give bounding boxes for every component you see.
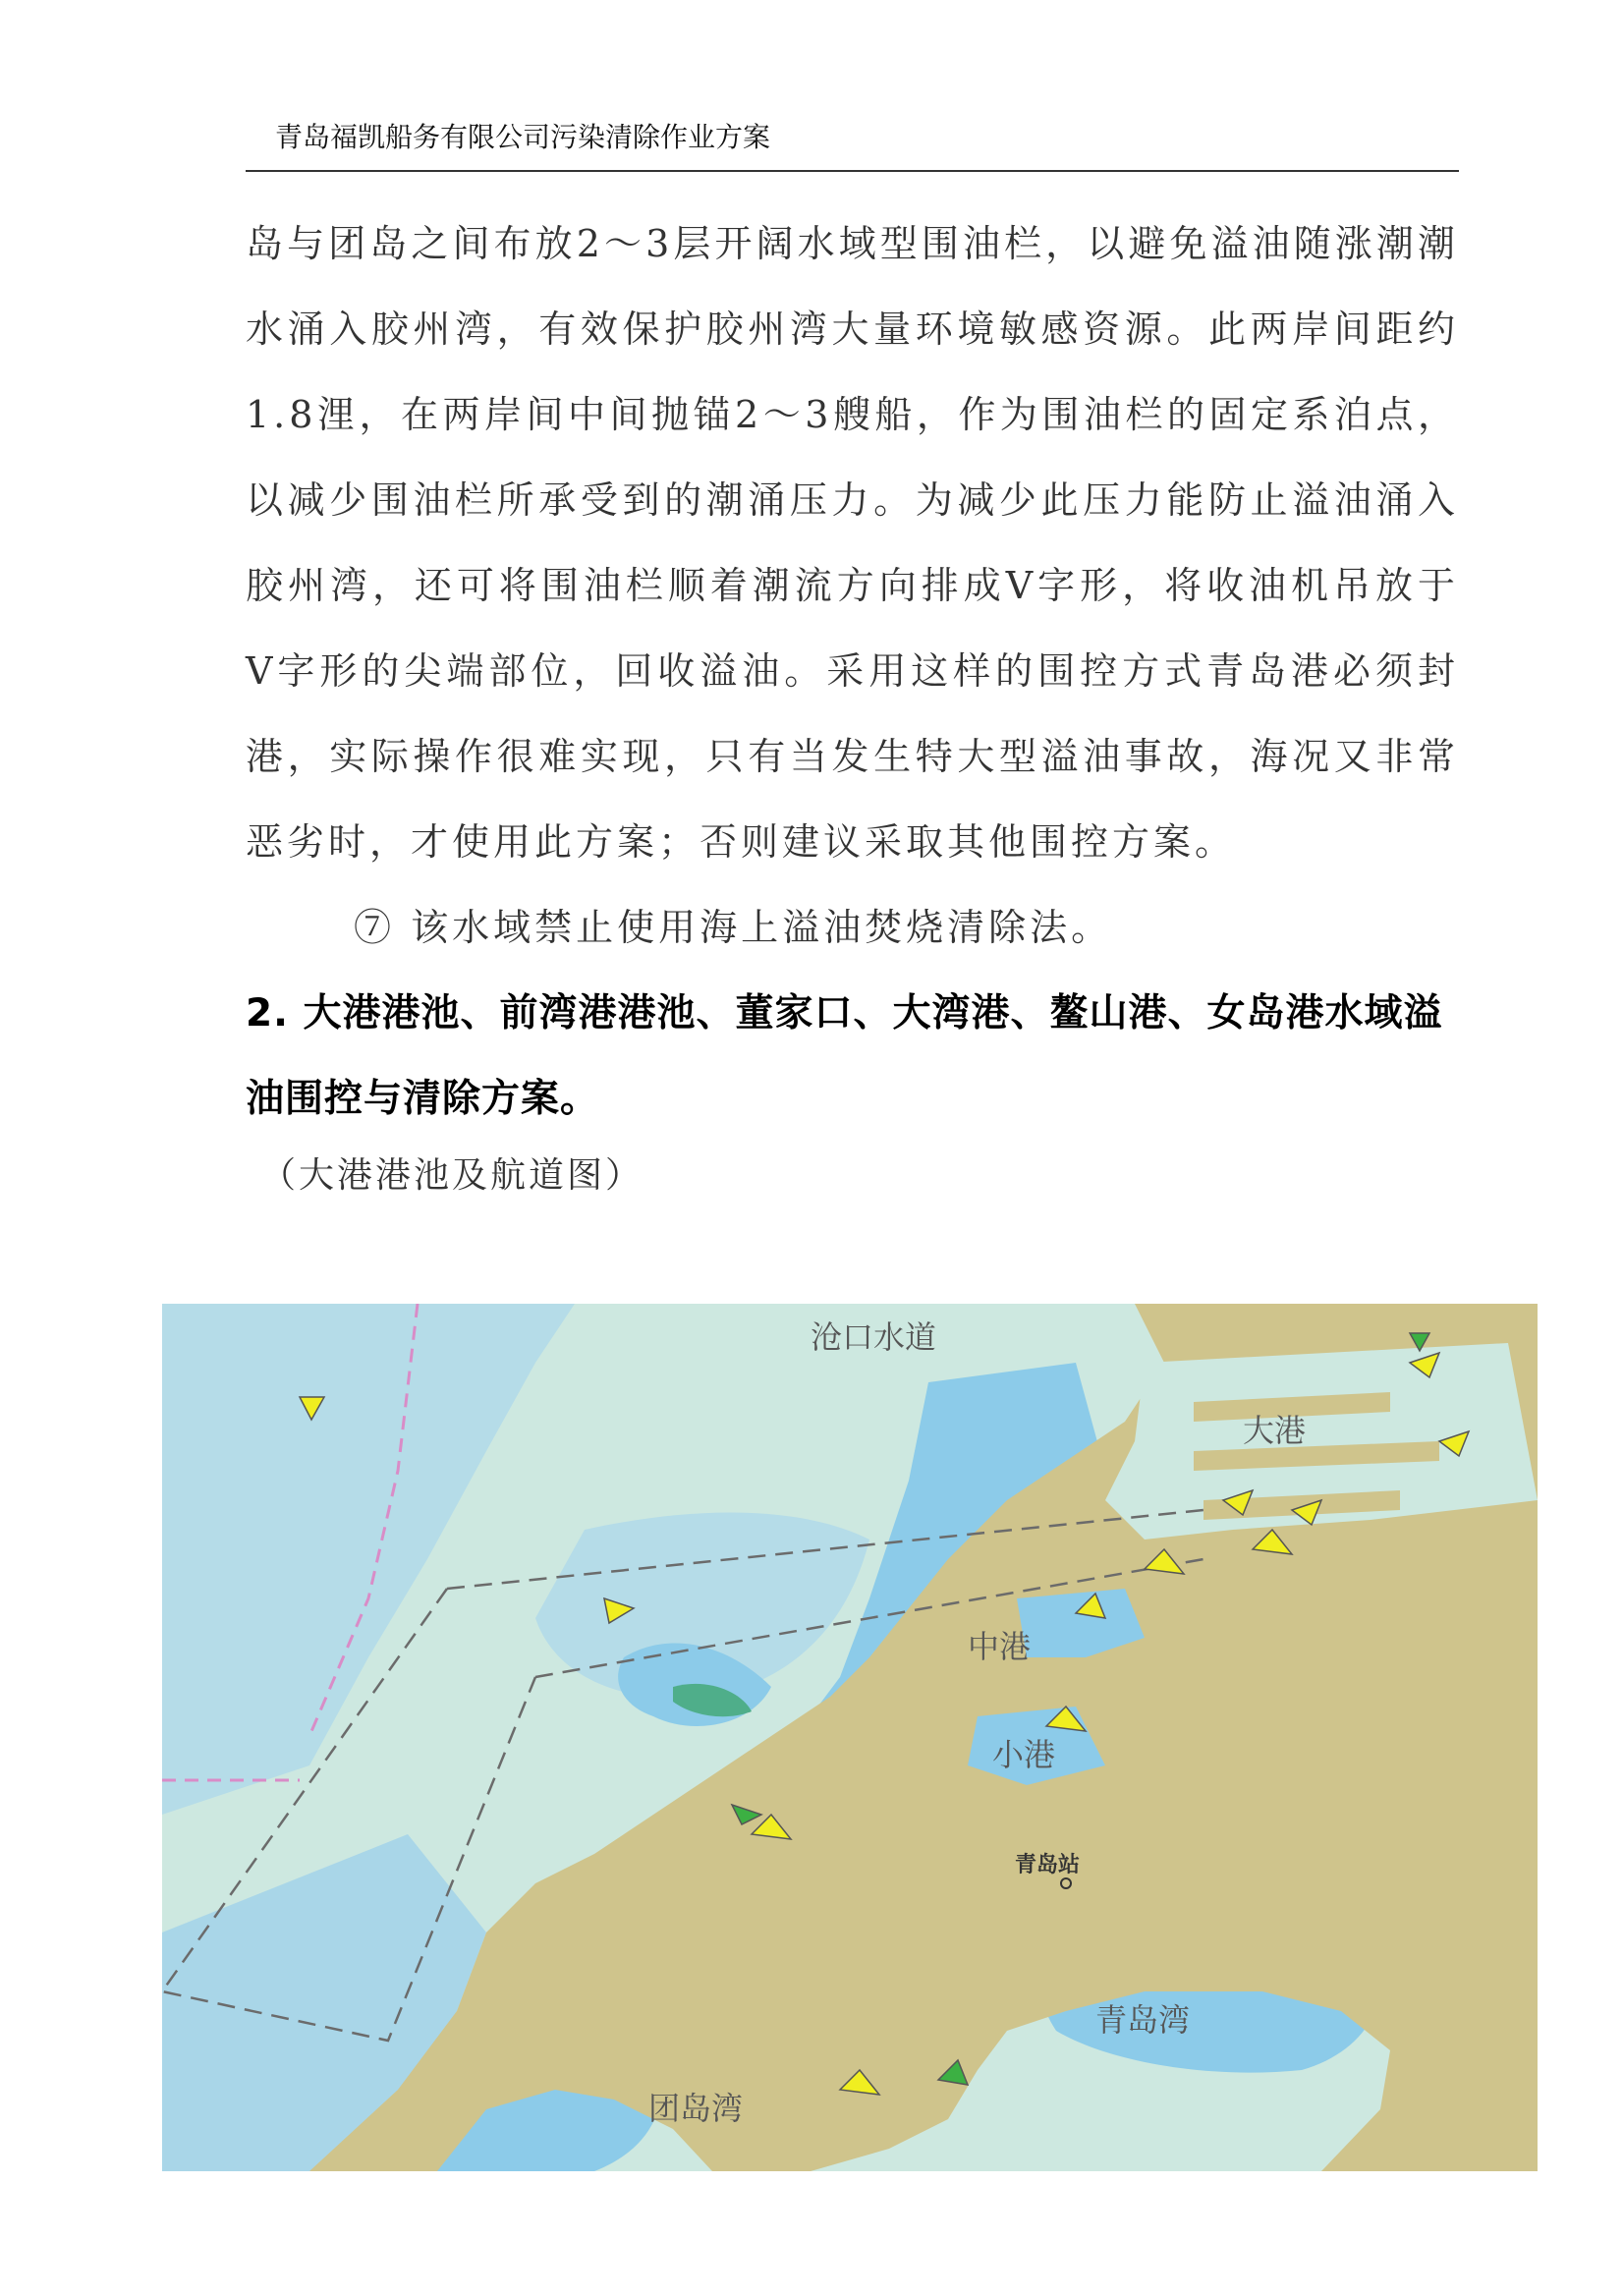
map-label-channel: 沧口水道: [811, 1318, 937, 1356]
map-label-xiao-gang: 小港: [992, 1736, 1056, 1773]
map-label-qingdao-bay: 青岛湾: [1095, 2001, 1191, 2039]
figure-caption: （大港港池及航道图）: [260, 1155, 644, 1196]
page-header: 青岛福凯船务有限公司污染清除作业方案: [275, 121, 771, 153]
map-label-qingdao-station: 青岛站: [1015, 1853, 1081, 1877]
map-label-tuandao-bay: 团岛湾: [648, 2090, 744, 2127]
body-paragraph: 岛与团岛之间布放2～3层开阔水域型围油栏，以避免溢油随涨潮潮水涌入胶州湾，有效保护胶州湾大量环境敏感资源。此两岸间距约1.8浬，在两岸间中间抛锚2～3艘船，作为围油栏的固定系泊点，以减少围油栏所承受到的潮涌压力。为减少此压力能防止溢油涌入胶州湾，还可将围油栏顺着潮流方向排成V字形，将收油机吊放于V字形的尖端部位，回收溢油。采用这样的围控方式青岛港必须封港，实际操作很难实现，只有当发生特大型溢油事故，海况又非常恶劣时，才使用此方案；否则建议采取其他围控方案。: [246, 222, 1459, 864]
list-item-7: ⑦ 该水域禁止使用海上溢油焚烧清除法。: [354, 906, 1113, 949]
map-label-zhong-gang: 中港: [968, 1628, 1032, 1665]
document-body: [246, 201, 1459, 1210]
section-heading: 2. 大港港池、前湾港港池、董家口、大湾港、鳌山港、女岛港水域溢油围控与清除方案。: [246, 991, 1443, 1121]
header-divider: [246, 170, 1459, 172]
harbor-chart-map: [162, 1304, 1538, 2171]
map-label-da-gang: 大港: [1243, 1412, 1307, 1449]
